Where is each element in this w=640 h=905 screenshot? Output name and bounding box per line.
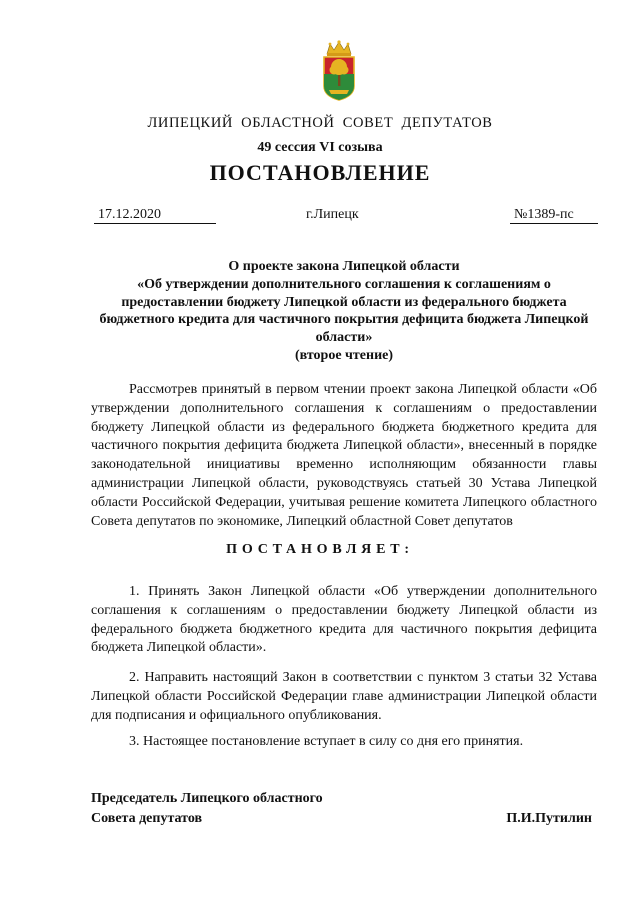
signer-position-line-1: Председатель Липецкого областного — [91, 791, 323, 806]
title-line-3: (второе чтение) — [294, 347, 394, 363]
item-3-paragraph: 3. Настоящее постановление вступает в силу со дня его принятия. — [129, 734, 524, 749]
decree-heading: ПОСТАНОВЛЯЕТ: — [226, 542, 414, 557]
signer-position-line-2: Совета депутатов — [91, 811, 203, 826]
title-line-2: «Об утверждении дополнительного соглашения к соглашениям о предоставлении бюджету Липецкой области из федерального бюджета бюджетного кредита для частичного покрытия дефицита бюджета Липецкой области» — [99, 276, 589, 346]
document-title — [88, 258, 600, 365]
signer-name: П.И.Путилин — [506, 811, 592, 826]
document-date: 17.12.2020 — [94, 206, 216, 224]
item-2-paragraph: 2. Направить настоящий Закон в соответствии с пунктом 3 статьи 32 Устава Липецкой области Российской Федерации главе администрации Липецкой области для подписания и официального опубликования. — [91, 670, 597, 723]
document-city: г.Липецк — [306, 207, 359, 222]
document-type-heading: ПОСТАНОВЛЕНИЕ — [209, 160, 431, 185]
title-line-1: О проекте закона Липецкой области — [228, 259, 460, 274]
document-number: №1389-пс — [510, 206, 598, 224]
coat-of-arms-icon — [321, 40, 357, 102]
session-number: 49 сессия VI созыва — [257, 140, 383, 155]
preamble-paragraph: Рассмотрев принятый в первом чтении проект закона Липецкой области «Об утверждении дополнительного соглашения к соглашениям о предоставлении бюджету Липецкой области из федерального бюджета бюджетного кредита для частичного покрытия дефицита бюджета Липецкой области», внесенный в порядке законодательной инициативы временно исполняющим обязанности главы администрации Липецкой области, руководствуясь статьей 30 Устава Липецкой области Российской Федерации, учитывая решение комитета Липецкого областного Совета депутатов по экономике, Липецкий областной Совет депутатов — [91, 382, 597, 529]
council-name: ЛИПЕЦКИЙ ОБЛАСТНОЙ СОВЕТ ДЕПУТАТОВ — [147, 115, 493, 131]
item-1-paragraph: 1. Принять Закон Липецкой области «Об утверждении дополнительного соглашения к соглашениям о предоставлении бюджету Липецкой области из федерального бюджета бюджетного кредита для частичного покрытия дефицита бюджета Липецкой области». — [91, 584, 597, 656]
